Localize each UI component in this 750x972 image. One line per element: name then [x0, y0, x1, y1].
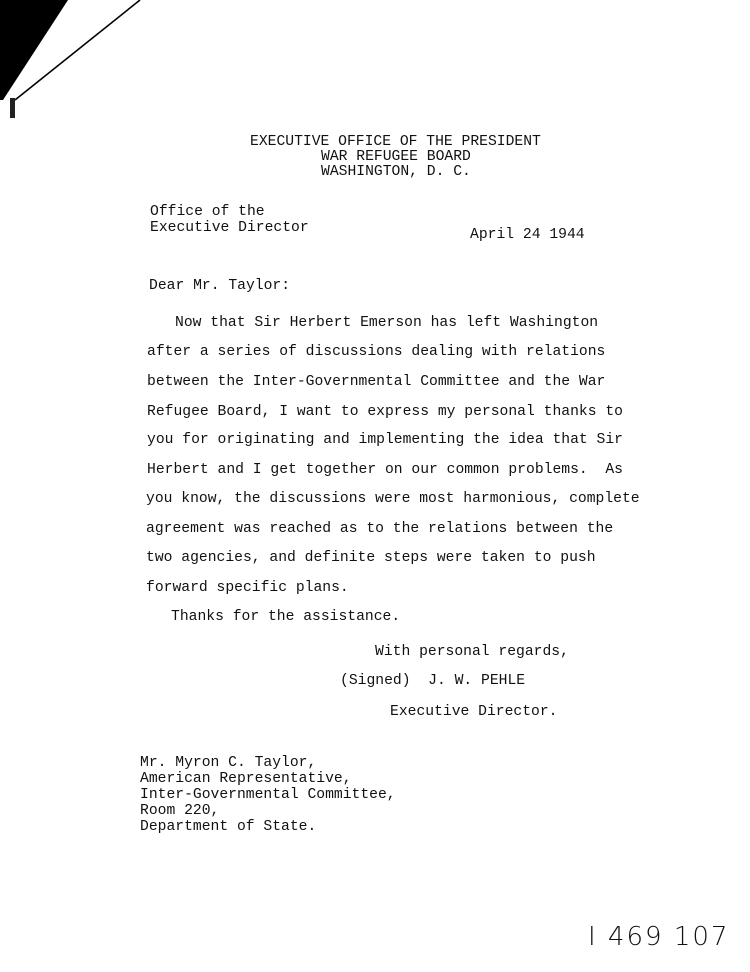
address-line: Mr. Myron C. Taylor, — [140, 755, 317, 771]
signature: (Signed) J. W. PEHLE — [340, 673, 526, 689]
office-line: Executive Director — [150, 220, 309, 236]
address-line: American Representative, — [140, 771, 352, 787]
salutation: Dear Mr. Taylor: — [149, 278, 291, 294]
body-line: two agencies, and definite steps were taken to push — [146, 550, 596, 566]
handwritten-file-number: I 469 107 — [588, 922, 730, 952]
body-line: agreement was reached as to the relations between the — [146, 521, 614, 537]
closing: With personal regards, — [375, 644, 569, 660]
folded-corner — [0, 0, 200, 160]
letter-date: April 24 1944 — [470, 227, 585, 243]
signer-title: Executive Director. — [390, 704, 558, 720]
body-line: Now that Sir Herbert Emerson has left Washington — [175, 315, 599, 331]
body-line: Herbert and I get together on our common problems. As — [147, 462, 623, 478]
body-line: you know, the discussions were most harmonious, complete — [146, 491, 640, 507]
body-line: you for originating and implementing the idea that Sir — [147, 432, 623, 448]
letterhead-line: WAR REFUGEE BOARD — [321, 149, 471, 165]
body-line: between the Inter-Governmental Committee and the War — [147, 374, 606, 390]
address-line: Room 220, — [140, 803, 220, 819]
body-line: forward specific plans. — [146, 580, 349, 596]
body-line: after a series of discussions dealing with relations — [147, 344, 606, 360]
body-line: Refugee Board, I want to express my personal thanks to — [147, 404, 623, 420]
thanks-line: Thanks for the assistance. — [171, 609, 401, 625]
address-line: Inter-Governmental Committee, — [140, 787, 396, 803]
office-line: Office of the — [150, 204, 265, 220]
address-line: Department of State. — [140, 819, 317, 835]
letterhead-line: EXECUTIVE OFFICE OF THE PRESIDENT — [250, 134, 541, 150]
letterhead-line: WASHINGTON, D. C. — [321, 164, 471, 180]
